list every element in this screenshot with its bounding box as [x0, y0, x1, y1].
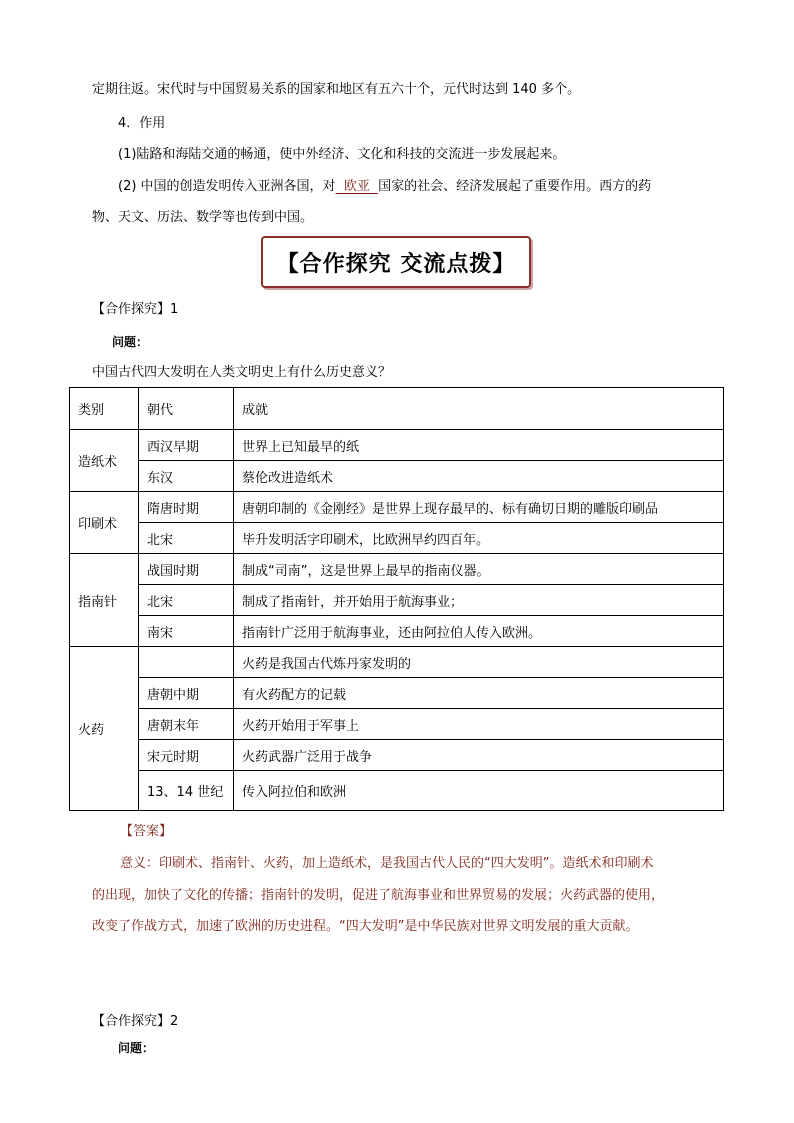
table-row [70, 709, 724, 740]
question-label: 问题： [112, 335, 149, 349]
era-cell: 隋唐时期 [139, 492, 234, 523]
era-cell: 唐朝末年 [139, 709, 234, 740]
era-cell: 北宋 [139, 585, 234, 616]
category-cell: 指南针 [70, 554, 139, 647]
question-text: 中国古代四大发明在人类文明史上有什么历史意义？ [92, 365, 392, 380]
section-heading: 4．作用 [118, 116, 166, 131]
paragraph-line: 物、天文、历法、数学等也传到中国。 [92, 210, 314, 225]
era-cell: 南宋 [139, 616, 234, 647]
achievement-cell: 火药武器广泛用于战争 [234, 740, 724, 771]
list-item: (1)陆路和海陆交通的畅通，使中外经济、文化和科技的交流进一步发展起来。 [118, 147, 566, 162]
paragraph-line: 定期往返。宋代时与中国贸易关系的国家和地区有五六十个，元代时达到 140 多个。 [92, 82, 581, 97]
table-row [70, 647, 724, 678]
table-header-row [70, 388, 724, 430]
list-item-text: (2) 中国的创造发明传入亚洲各国，对 [118, 179, 336, 194]
achievement-cell: 世界上已知最早的纸 [234, 430, 724, 461]
era-cell: 13、14 世纪 [139, 771, 234, 811]
question-label: 问题： [118, 1041, 155, 1055]
era-cell: 北宋 [139, 523, 234, 554]
category-cell: 印刷术 [70, 492, 139, 554]
achievement-cell: 火药开始用于军事上 [234, 709, 724, 740]
answer-label: 【答案】 [120, 824, 173, 839]
table-row [70, 616, 724, 647]
achievement-cell: 唐朝印制的《金刚经》是世界上现存最早的、标有确切日期的雕版印刷品 [234, 492, 724, 523]
era-cell: 战国时期 [139, 554, 234, 585]
table-header-cell: 成就 [234, 388, 724, 430]
table-row [70, 678, 724, 709]
table-row [70, 554, 724, 585]
achievement-cell: 蔡伦改进造纸术 [234, 461, 724, 492]
era-cell: 唐朝中期 [139, 678, 234, 709]
section-label: 【合作探究】2 [92, 1014, 179, 1029]
achievement-cell: 毕升发明活字印刷术，比欧洲早约四百年。 [234, 523, 724, 554]
table-row [70, 430, 724, 461]
table-row [70, 523, 724, 554]
table-row [70, 771, 724, 811]
answer-line: 的出现，加快了文化的传播；指南针的发明，促进了航海事业和世界贸易的发展；火药武器的使用， [92, 888, 665, 903]
achievement-cell: 有火药配方的记载 [234, 678, 724, 709]
table-row [70, 585, 724, 616]
fill-in-answer: 欧亚 [335, 179, 379, 194]
list-item [118, 177, 651, 197]
achievement-cell: 制成“司南”，这是世界上最早的指南仪器。 [234, 554, 724, 585]
achievement-cell: 传入阿拉伯和欧洲 [234, 771, 724, 811]
category-cell: 火药 [70, 647, 139, 811]
inventions-table [69, 387, 724, 811]
banner-title: 【合作探究 交流点拨】 [276, 251, 516, 277]
answer-line: 意义：印刷术、指南针、火药，加上造纸术，是我国古代人民的“四大发明”。造纸术和印刷术 [120, 856, 654, 871]
table-header-cell: 类别 [70, 388, 139, 430]
table-header-cell: 朝代 [139, 388, 234, 430]
era-cell: 西汉早期 [139, 430, 234, 461]
achievement-cell: 指南针广泛用于航海事业，还由阿拉伯人传入欧洲。 [234, 616, 724, 647]
table-row [70, 461, 724, 492]
category-cell: 造纸术 [70, 430, 139, 492]
achievement-cell: 火药是我国古代炼丹家发明的 [234, 647, 724, 678]
section-banner [261, 236, 531, 288]
table-row [70, 740, 724, 771]
achievement-cell: 制成了指南针，并开始用于航海事业； [234, 585, 724, 616]
section-label: 【合作探究】1 [92, 302, 179, 317]
era-cell [139, 647, 234, 678]
era-cell: 东汉 [139, 461, 234, 492]
list-item-text: 国家的社会、经济发展起了重要作用。西方的药 [378, 179, 652, 194]
answer-line: 改变了作战方式，加速了欧洲的历史进程。“四大发明”是中华民族对世界文明发展的重大贡献。 [92, 919, 639, 934]
table-row [70, 492, 724, 523]
era-cell: 宋元时期 [139, 740, 234, 771]
